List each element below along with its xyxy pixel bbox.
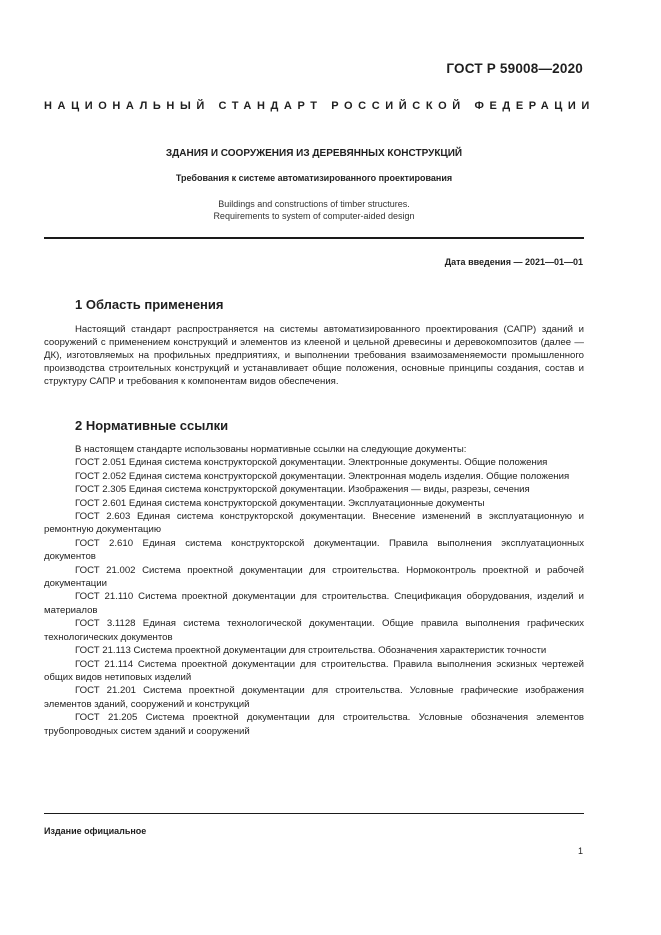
reference-item: ГОСТ 2.603 Единая система конструкторской документации. Внесение изменений в эксплуатационную и ремонтную документацию (44, 511, 584, 536)
document-code: ГОСТ Р 59008—2020 (446, 61, 583, 76)
document-subtitle: Требования к системе автоматизированного проектирования (175, 173, 453, 183)
english-title-line-2: Requirements to system of computer-aided design (213, 211, 415, 221)
english-title-line-1: Buildings and constructions of timber structures. (218, 199, 410, 209)
section-2-body (44, 443, 584, 738)
references-intro: В настоящем стандарте использованы нормативные ссылки на следующие документы: (75, 444, 467, 455)
reference-item: ГОСТ 2.305 Единая система конструкторской документации. Изображения — виды, разрезы, сечения (75, 484, 530, 496)
reference-item: ГОСТ 21.205 Система проектной документации для строительства. Условные обозначения элементов трубопроводных систем зданий и сооружений (44, 712, 584, 737)
reference-item: ГОСТ 2.610 Единая система конструкторской документации. Правила выполнения эксплуатационных документов (44, 537, 584, 563)
page-number: 1 (577, 846, 583, 856)
reference-item: ГОСТ 21.002 Система проектной документации для строительства. Нормоконтроль проектной и рабочей документации (44, 564, 584, 590)
reference-item: ГОСТ 21.114 Система проектной документации для строительства. Правила выполнения эскизных чертежей общих видов нетиповых изделий (44, 658, 584, 683)
section-1-paragraph: Настоящий стандарт распространяется на системы автоматизированного проектирования (САПР) зданий и сооружений с применением конструкций и элементов из клееной и цельной древесины и деревокомпозитов (далее — ДК), изготовляемых на профильных предприятиях, и выполнении требования взаимозаменяемости промышленного производства строительных конструкций и устанавливает общие положения, основные принципы создания, состав и структуру САПР и требования к компонентам видов обеспечения. (44, 324, 584, 388)
official-edition-label: Издание официальное (44, 826, 147, 836)
reference-item: ГОСТ 2.601 Единая система конструкторской документации. Эксплуатационные документы (75, 497, 485, 509)
title-divider (44, 237, 584, 239)
reference-item: ГОСТ 21.201 Система проектной документации для строительства. Условные графические изображения элементов зданий, сооружений и конструкций (44, 685, 584, 710)
document-title: ЗДАНИЯ И СООРУЖЕНИЯ ИЗ ДЕРЕВЯННЫХ КОНСТРУКЦИЙ (165, 148, 463, 159)
reference-item: ГОСТ 2.052 Единая система конструкторской документации. Электронная модель изделия. Общие положения (75, 470, 570, 482)
footer-divider (44, 813, 584, 814)
introduction-date: Дата введения — 2021—01—01 (444, 257, 583, 267)
reference-item: ГОСТ 3.1128 Единая система технологической документации. Общие правила выполнения графических технологических документов (44, 618, 584, 643)
reference-item: ГОСТ 21.113 Система проектной документации для строительства. Обозначения характеристик точности (75, 645, 547, 657)
reference-item: ГОСТ 21.110 Система проектной документации для строительства. Спецификация оборудования, изделий и материалов (44, 591, 584, 616)
section-1-body (44, 323, 584, 388)
national-standard-heading: НАЦИОНАЛЬНЫЙ СТАНДАРТ РОССИЙСКОЙ ФЕДЕРАЦИИ (44, 100, 595, 112)
section-1-heading: 1 Область применения (75, 297, 224, 312)
reference-item: ГОСТ 2.051 Единая система конструкторской документации. Электронные документы. Общие положения (75, 457, 548, 469)
section-2-heading: 2 Нормативные ссылки (75, 418, 229, 433)
